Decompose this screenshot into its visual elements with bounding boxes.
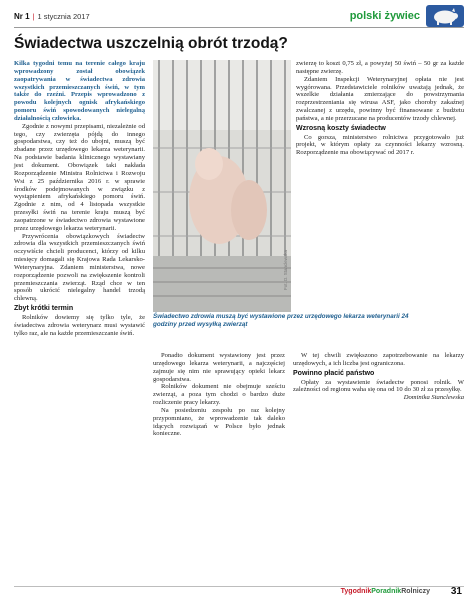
brand-part-3: Rolniczy xyxy=(401,588,430,595)
issue-separator: | xyxy=(32,12,35,21)
article-column-1 xyxy=(14,60,145,338)
footer-rule xyxy=(14,586,464,587)
brand-part-2: Poradnik xyxy=(371,588,402,595)
photo-caption: Świadectwo zdrowia muszą być wystawione przez urzędowego lekarza weterynarii 24 godziny przed wysyłką zwierząt xyxy=(153,313,409,328)
subheading-payment: Powinno płacić państwo xyxy=(293,369,375,377)
photo-credit: Fot. D. Stanclewska xyxy=(283,250,288,291)
magazine-brand xyxy=(341,588,430,595)
paragraph: Opłaty za wystawienie świadectw ponosi rolnik. W zależności od regionu waha się ona od 10 do 30 zł za przesyłkę. xyxy=(293,378,464,394)
article-photo xyxy=(153,60,291,312)
brand-part-1: Tygodnik xyxy=(340,588,372,595)
issue-number: Nr 1 xyxy=(14,12,30,21)
issue-date: 1 stycznia 2017 xyxy=(37,12,90,21)
paragraph: Zdaniem Inspekcji Weterynaryjnej opłata nie jest wygórowana. Przedstawiciele rolników uważają jednak, że wszelkie działania zmierzające do powstrzymania rozprzestrzeniania się wirusa ASF, jako choroby zakaźnej zwalczanej z urzędu, powinny być finansowane z budżetu państwa, a nie przerzucane na producentów trzody chlewnej. xyxy=(296,75,464,122)
paragraph: Rolników dowiemy się tylko tyle, że świadectwa zdrowia weterynarz musi wystawić tylko raz, ale na każde przemieszczanie świń. xyxy=(14,314,145,337)
issue-info xyxy=(14,12,90,21)
article-column-3 xyxy=(293,352,464,402)
paragraph: zwierzę to koszt 0,75 zł, a powyżej 50 świń – 50 gr za każde następne zwierzę. xyxy=(296,60,464,75)
article-column-2 xyxy=(153,352,285,438)
article-column-4 xyxy=(296,60,464,157)
paragraph: W tej chwili zwiększono zapotrzebowanie na lekarzy urzędowych, a ich liczba jest ograniczona. xyxy=(293,352,464,367)
article-lead: Kilka tygodni temu na terenie całego kraju wprowadzony został obowiązek zaopatrywania w świadectwa zdrowia wszystkich przemieszczanych świń, w tym także do rzeźni. Przepis wprowadzono z powodu kolejnych ognisk afrykańskiego pomoru świń spowodowanych nielegalną działalnością człowieka. xyxy=(14,60,145,122)
paragraph: Co gorsza, ministerstwo rolnictwa przygotowało już projekt, w którym opłaty za czynności lekarzy wzrosną. Rozporządzenie ma obowiązywać od 2017 r. xyxy=(296,133,464,157)
header-rule xyxy=(14,27,464,28)
subheading-costs: Wzrosną koszty świadectw xyxy=(296,124,386,132)
page-number: 31 xyxy=(450,586,462,597)
article-title: Świadectwa uszczelnią obrót trzodą? xyxy=(14,35,288,52)
paragraph: Zgodnie z nowymi przepisami, niezależnie od tego, czy zwierzęta pójdą do innego gospodarstwa, czy też do ubojni, muszą być zbadane przez urzędowego lekarza weterynarii. Na podstawie badania klinicznego wystawiany jest dokument. Obowiązek taki nakłada Rozporządzenie Ministra Rolnictwa i Rozwoju Wsi z 25 października 2016 r. w sprawie środków podejmowanych w związku z wystąpieniem afrykańskiego pomoru świń. Zgodnie z nim, od 4 listopada wszystkie przesyłki świń na terenie kraju muszą być zaopatrzone w świadectwo zdrowia wystawione przez urzędowego lekarza weterynarii. xyxy=(14,122,145,232)
pig-logo-icon xyxy=(426,5,464,27)
paragraph: Przywrócenia obowiązkowych świadectw zdrowia dla wszystkich przemieszczanych świń oczywiście chcieli producenci, którzy od kilku miesięcy domagali się Krajowa Rada Lekarsko-Weterynaryjna. Zdaniem ministerstwa, nowe rozporządzenie pozwoli na zwiększenie kontroli przemieszczania zwierząt. Rząd chce w ten sposób ukrócić nielegalny handel trzodą chlewną. xyxy=(14,232,145,303)
subheading-time: Zbyt krótki termin xyxy=(14,305,74,313)
section-label: polski żywiec xyxy=(349,10,420,22)
paragraph: Na posiedzeniu zespołu po raz kolejny przypomniano, że wprowadzenie tak daleko idących rozwiązań w Polsce było jednak konieczne. xyxy=(153,406,285,438)
paragraph: Rolników dokument nie obejmuje sześciu zwierząt, a poza tym chodzi o bardzo duże rozliczenie pracy lekarzy. xyxy=(153,383,285,407)
article-signature: Dominika Stanclewska xyxy=(403,394,464,402)
paragraph: Ponadto dokument wystawiony jest przez urzędowego lekarza weterynarii, a najczęściej zajmuje się nim nie sprawujący opieki lekarz gospodarstwa. xyxy=(153,352,285,383)
